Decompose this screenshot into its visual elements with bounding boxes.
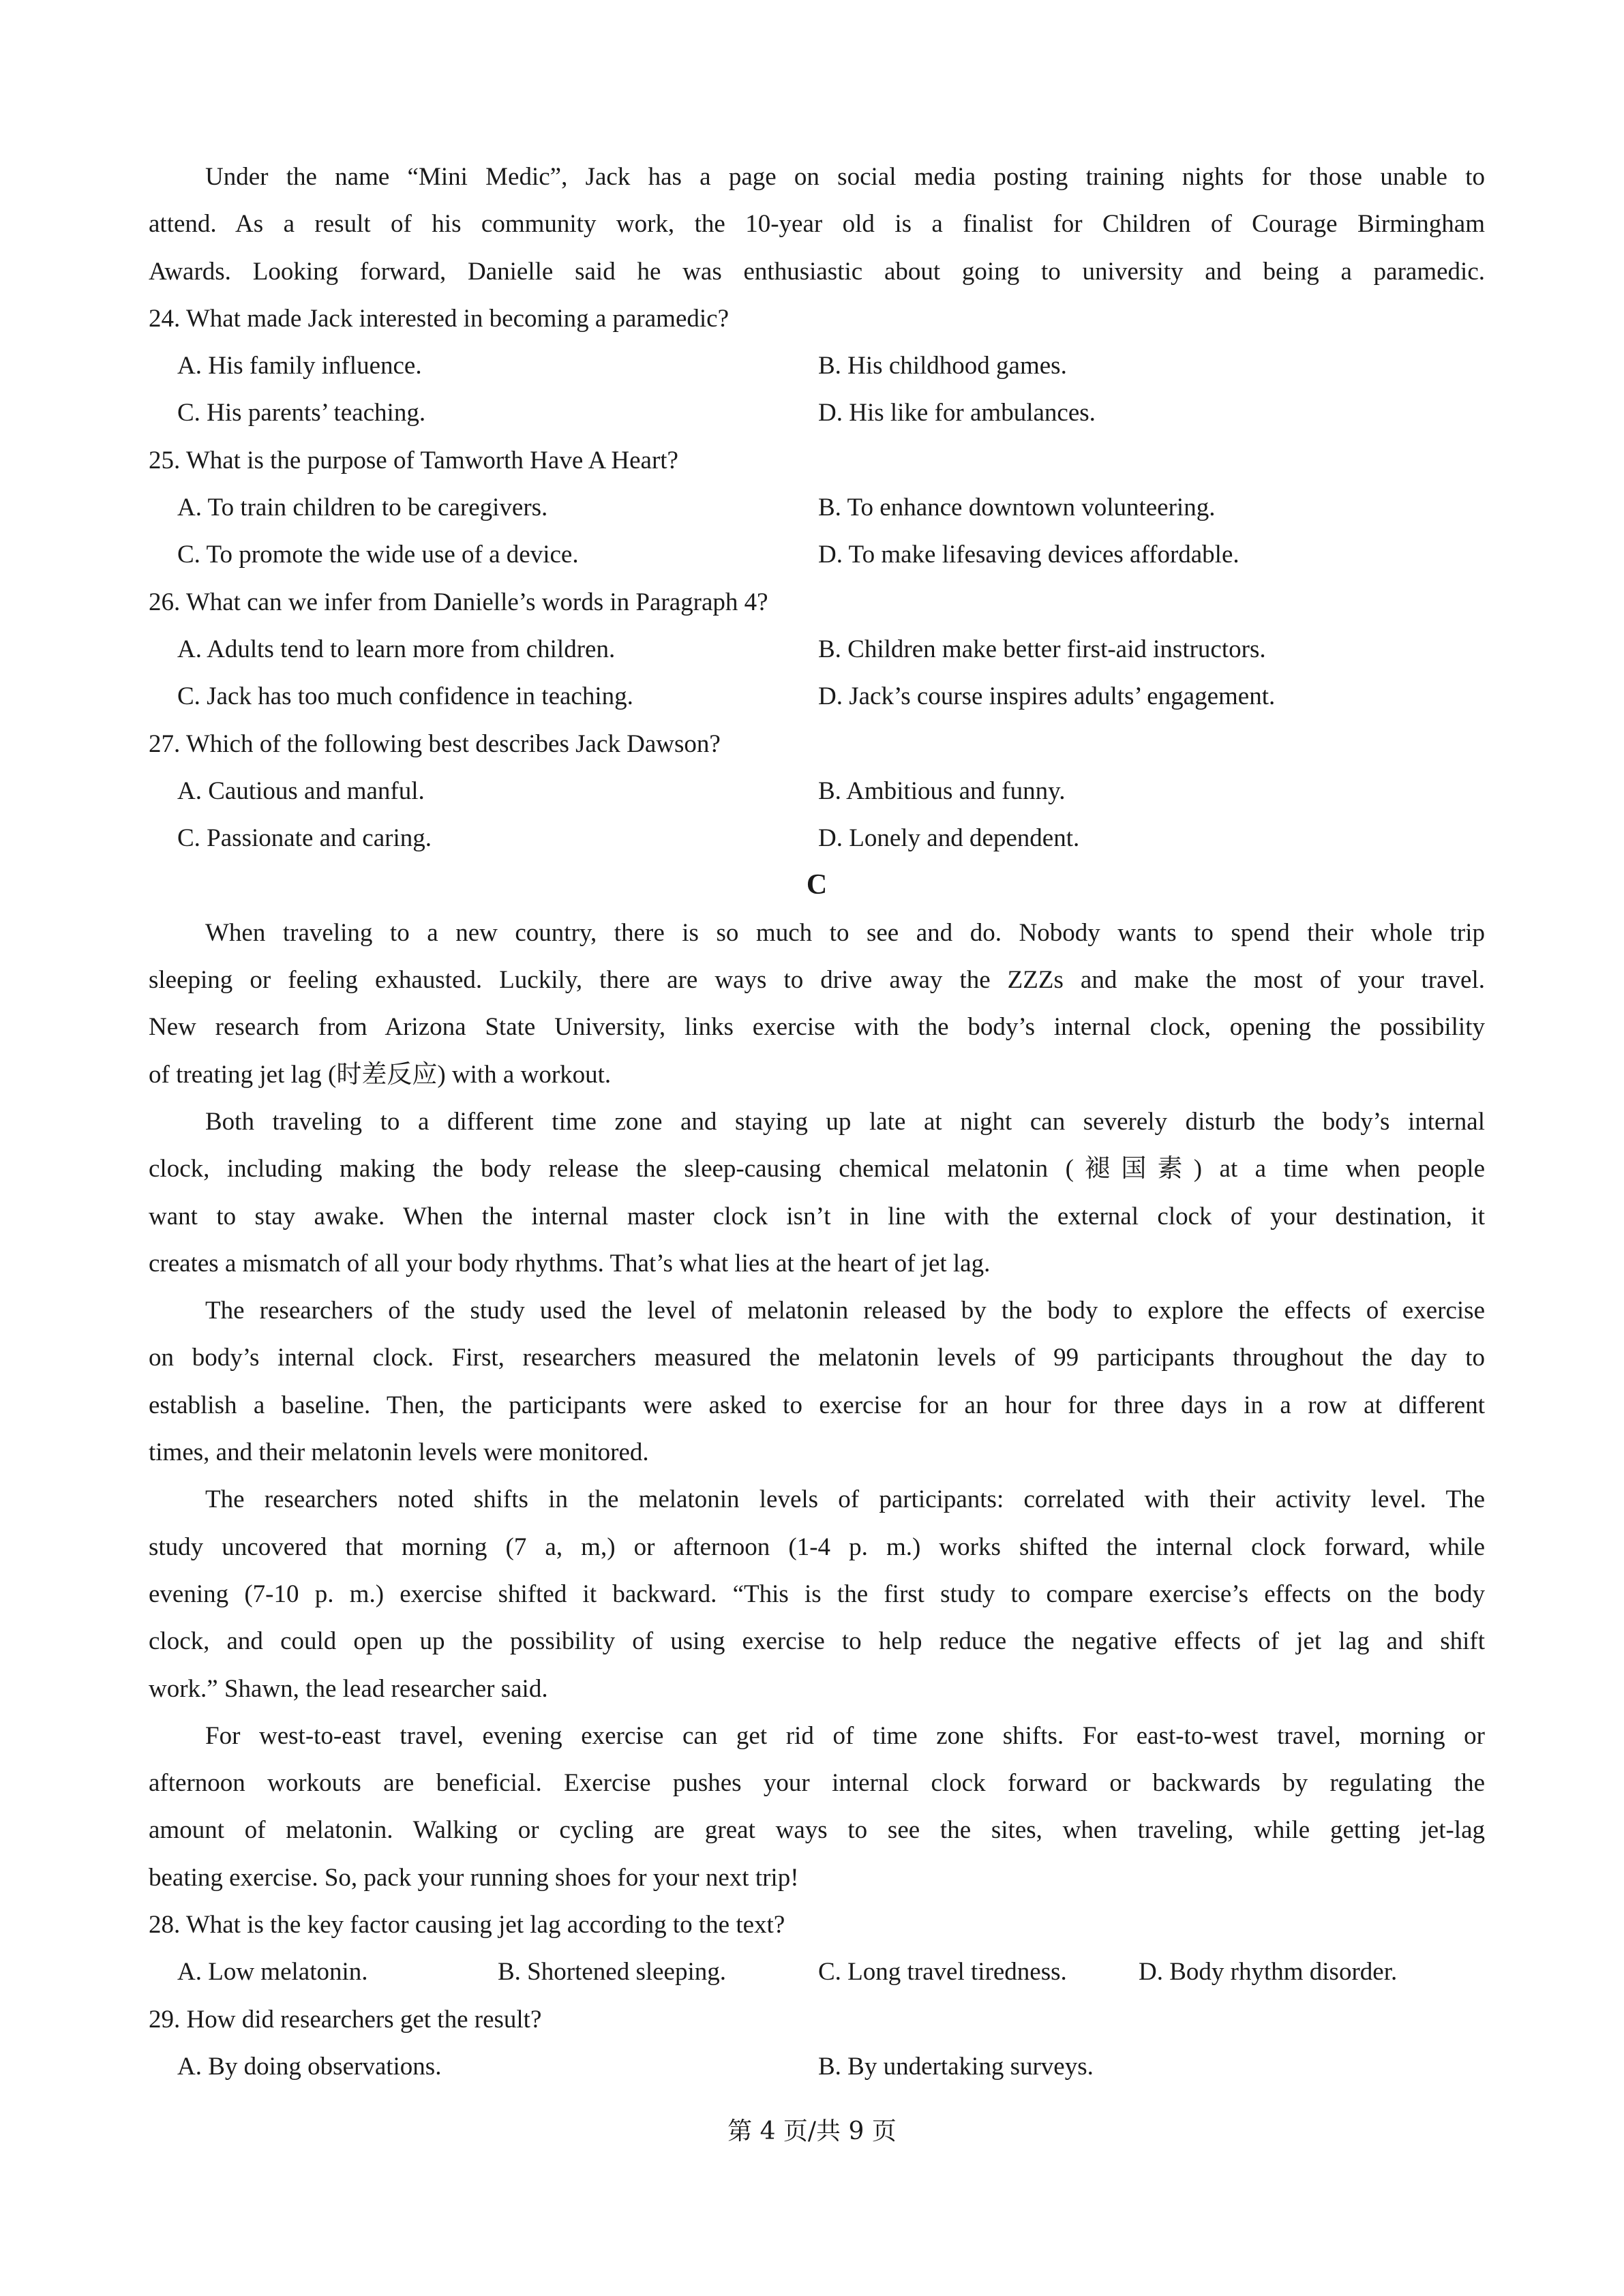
option-c[interactable]: C. Jack has too much confidence in teaching. <box>177 682 633 711</box>
option-c[interactable]: C. Passionate and caring. <box>177 824 432 853</box>
option-row <box>149 626 1485 673</box>
option-row <box>149 484 1485 531</box>
option-c[interactable]: C. Long travel tiredness. <box>818 1958 1067 1987</box>
option-d[interactable]: D. Jack’s course inspires adults’ engagement. <box>818 682 1276 711</box>
paragraph-line: of treating jet lag (时差反应) with a workout. <box>149 1060 612 1089</box>
paragraph-line: work.” Shawn, the lead researcher said. <box>149 1674 548 1703</box>
option-row <box>149 768 1485 815</box>
paragraph-line: attend. As a result of his community work, the 10-year old is a finalist for Children of Courage Birmingham <box>149 210 1485 239</box>
question-24 <box>149 295 1485 437</box>
question-25 <box>149 437 1485 579</box>
question-stem: 27. Which of the following best describes Jack Dawson? <box>149 729 721 758</box>
paragraph-line: want to stay awake. When the internal master clock isn’t in line with the external clock of your destination, it <box>149 1202 1485 1230</box>
option-d[interactable]: D. His like for ambulances. <box>818 399 1096 427</box>
option-d[interactable]: D. Lonely and dependent. <box>818 824 1080 853</box>
question-stem: 25. What is the purpose of Tamworth Have A Heart? <box>149 446 678 474</box>
page-footer: 第 4 页/共 9 页 <box>727 2117 897 2145</box>
paragraph-line: clock, including making the body release the sleep-causing chemical melatonin (褪国素) at a time when people <box>149 1155 1485 1183</box>
option-row <box>149 389 1485 436</box>
option-d[interactable]: D. Body rhythm disorder. <box>1139 1958 1398 1987</box>
paragraph-line: When traveling to a new country, there is so much to see and do. Nobody wants to spend their whole trip <box>205 918 1485 947</box>
question-27 <box>149 721 1485 862</box>
exam-page <box>149 153 1485 2090</box>
option-b[interactable]: B. By undertaking surveys. <box>818 2052 1094 2081</box>
paragraph-c5 <box>149 1712 1485 1901</box>
option-b[interactable]: B. Shortened sleeping. <box>498 1958 727 1987</box>
paragraph-line: sleeping or feeling exhausted. Luckily, there are ways to drive away the ZZZs and make the most of your travel. <box>149 966 1485 995</box>
option-b[interactable]: B. To enhance downtown volunteering. <box>818 494 1216 522</box>
option-b[interactable]: B. Ambitious and funny. <box>818 776 1066 805</box>
paragraph-mini-medic <box>149 153 1485 295</box>
paragraph-c3 <box>149 1287 1485 1476</box>
option-b[interactable]: B. Children make better first-aid instructors. <box>818 635 1266 663</box>
paragraph-line: New research from Arizona State University, links exercise with the body’s internal clock, opening the possibility <box>149 1013 1485 1042</box>
question-26 <box>149 579 1485 721</box>
question-stem: 26. What can we infer from Danielle’s words in Paragraph 4? <box>149 588 768 616</box>
option-a[interactable]: A. Adults tend to learn more from children. <box>177 635 616 663</box>
option-row <box>149 2043 1485 2090</box>
option-b[interactable]: B. His childhood games. <box>818 352 1067 380</box>
paragraph-line: The researchers noted shifts in the melatonin levels of participants: correlated with their activity level. The <box>205 1485 1485 1514</box>
option-d[interactable]: D. To make lifesaving devices affordable. <box>818 541 1239 569</box>
paragraph-line: study uncovered that morning (7 a, m,) or afternoon (1-4 p. m.) works shifted the internal clock forward, while <box>149 1532 1485 1561</box>
question-stem: 24. What made Jack interested in becoming a paramedic? <box>149 304 729 333</box>
paragraph-line: times, and their melatonin levels were monitored. <box>149 1438 649 1467</box>
paragraph-line: establish a baseline. Then, the participants were asked to exercise for an hour for three days in a row at different <box>149 1391 1485 1419</box>
option-c[interactable]: C. To promote the wide use of a device. <box>177 541 579 569</box>
option-row <box>149 673 1485 720</box>
paragraph-line: amount of melatonin. Walking or cycling are great ways to see the sites, when traveling, while getting jet-lag <box>149 1816 1485 1845</box>
option-a[interactable]: A. By doing observations. <box>177 2052 442 2081</box>
option-c[interactable]: C. His parents’ teaching. <box>177 399 426 427</box>
paragraph-c1 <box>149 909 1485 1098</box>
option-row <box>149 815 1485 862</box>
paragraph-line: The researchers of the study used the level of melatonin released by the body to explore the effects of exercise <box>205 1297 1485 1325</box>
paragraph-line: Awards. Looking forward, Danielle said he was enthusiastic about going to university and being a paramedic. <box>149 257 1485 286</box>
question-29 <box>149 1996 1485 2091</box>
paragraph-line: evening (7-10 p. m.) exercise shifted it backward. “This is the first study to compare exercise’s effects on the body <box>149 1580 1485 1608</box>
option-row <box>149 531 1485 578</box>
option-a[interactable]: A. To train children to be caregivers. <box>177 494 548 522</box>
question-stem: 29. How did researchers get the result? <box>149 2005 542 2034</box>
option-row <box>149 1948 1485 1995</box>
paragraph-line: Both traveling to a different time zone and staying up late at night can severely disturb the body’s internal <box>205 1107 1485 1136</box>
paragraph-line: For west-to-east travel, evening exercise can get rid of time zone shifts. For east-to-west travel, morning or <box>205 1721 1485 1750</box>
paragraph-c2 <box>149 1098 1485 1287</box>
paragraph-line: clock, and could open up the possibility of using exercise to help reduce the negative effects of jet lag and shift <box>149 1627 1485 1656</box>
paragraph-line: creates a mismatch of all your body rhythms. That’s what lies at the heart of jet lag. <box>149 1249 991 1278</box>
option-row <box>149 342 1485 389</box>
option-a[interactable]: A. Cautious and manful. <box>177 776 425 805</box>
paragraph-c4 <box>149 1476 1485 1712</box>
option-a[interactable]: A. Low melatonin. <box>177 1958 368 1987</box>
option-a[interactable]: A. His family influence. <box>177 352 422 380</box>
paragraph-line: beating exercise. So, pack your running shoes for your next trip! <box>149 1863 799 1892</box>
paragraph-line: afternoon workouts are beneficial. Exercise pushes your internal clock forward or backwards by regulating the <box>149 1769 1485 1798</box>
paragraph-line: on body’s internal clock. First, researchers measured the melatonin levels of 99 participants throughout the day to <box>149 1344 1485 1372</box>
paragraph-line: Under the name “Mini Medic”, Jack has a page on social media posting training nights for those unable to <box>205 163 1485 191</box>
question-28 <box>149 1901 1485 1996</box>
question-stem: 28. What is the key factor causing jet lag according to the text? <box>149 1910 785 1939</box>
section-heading: C <box>806 869 828 901</box>
